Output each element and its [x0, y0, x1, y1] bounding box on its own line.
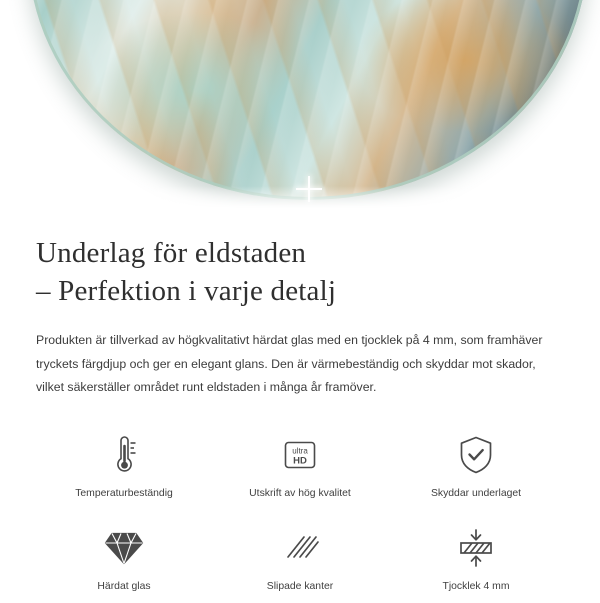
ultra-hd-icon: [280, 432, 320, 478]
feature-item-temperature: [36, 426, 212, 511]
diamond-icon: [103, 525, 145, 571]
feature-label: Utskrift av hög kvalitet: [249, 488, 351, 500]
round-marble-glass-plate-image: [28, 0, 588, 200]
thickness-arrows-icon: [455, 525, 497, 571]
svg-text:ultra: ultra: [292, 447, 308, 457]
content-section: [0, 212, 600, 603]
feature-grid: [36, 426, 564, 603]
feature-label: Tjocklek 4 mm: [442, 580, 510, 592]
svg-text:HD: HD: [293, 455, 307, 467]
polished-edges-icon: [280, 525, 320, 571]
feature-label: Härdat glas: [97, 580, 151, 592]
shield-check-icon: [457, 432, 495, 478]
description-paragraph: Produkten är tillverkad av högkvalitativt härdat glas med en tjocklek på 4 mm, som framhäver tryckets färgdjup och ger en elegant glans. Den är värmebeständig och skyddar mot skador, vilket säkerställer området runt eldstaden i många år framöver.: [36, 332, 543, 395]
feature-item-tempered-glass: [36, 519, 212, 603]
feature-item-polished-edges: [212, 519, 388, 603]
feature-label: Temperaturbeständig: [75, 488, 173, 500]
hero-image: [0, 0, 600, 212]
feature-item-print-quality: [212, 426, 388, 511]
feature-label: Skyddar underlaget: [430, 488, 522, 500]
feature-label: Slipade kanter: [266, 580, 334, 592]
feature-item-thickness: [388, 519, 564, 603]
page-title-line-2: – Perfektion i varje detalj: [36, 275, 337, 308]
feature-item-surface-protection: [388, 426, 564, 511]
page-title: [36, 234, 564, 311]
page-title-line-1: Underlag för eldstaden: [36, 237, 307, 269]
thermometer-icon: [107, 432, 141, 478]
